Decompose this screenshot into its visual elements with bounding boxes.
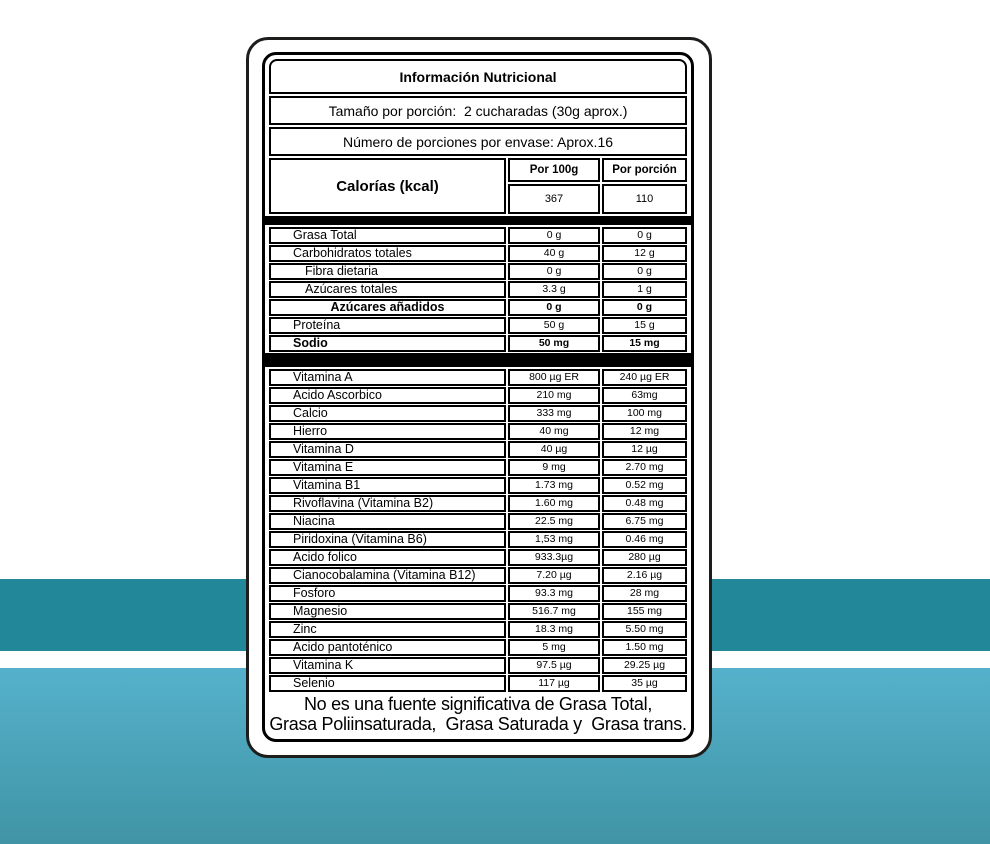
nutrient-name: Azúcares añadidos [269,299,506,316]
nutrient-value-per-portion: 28 mg [602,585,687,602]
nutrient-value-per-100g: 40 µg [508,441,600,458]
nutrient-value-per-100g: 0 g [508,227,600,244]
nutrient-name: Acido Ascorbico [269,387,506,404]
calories-label: Calorías (kcal) [269,158,506,214]
nutrient-row [269,603,687,619]
nutrient-value-per-portion: 1.50 mg [602,639,687,656]
nutrient-row [269,477,687,493]
vitamin-mineral-rows [269,369,687,691]
nutrient-value-per-portion: 1 g [602,281,687,298]
nutrient-name: Fibra dietaria [269,263,506,280]
serving-size-row: Tamaño por porción: 2 cucharadas (30g aprox.) [269,96,687,125]
nutrient-value-per-portion: 2.16 µg [602,567,687,584]
label-title: Información Nutricional [269,59,687,94]
nutrient-name: Hierro [269,423,506,440]
nutrient-value-per-portion: 0.48 mg [602,495,687,512]
macronutrient-rows [269,227,687,351]
section-divider-bar [265,353,691,367]
nutrient-value-per-100g: 210 mg [508,387,600,404]
nutrient-value-per-100g: 933.3µg [508,549,600,566]
footnote-line2: Grasa Poliinsaturada, Grasa Saturada y Grasa trans. [269,714,687,734]
nutrient-row [269,387,687,403]
column-header-per-portion: Por porción [602,158,687,182]
nutrient-name: Proteína [269,317,506,334]
nutrient-value-per-100g: 333 mg [508,405,600,422]
footnote [269,693,687,735]
nutrient-row [269,531,687,547]
per-portion-column [602,158,687,214]
nutrient-value-per-100g: 22.5 mg [508,513,600,530]
nutrient-value-per-portion: 29.25 µg [602,657,687,674]
nutrient-value-per-portion: 0 g [602,299,687,316]
nutrient-row [269,335,687,351]
nutrient-row [269,459,687,475]
nutrient-row [269,369,687,385]
nutrient-value-per-portion: 35 µg [602,675,687,692]
calories-section [269,158,687,214]
nutrient-value-per-100g: 5 mg [508,639,600,656]
nutrient-row [269,245,687,261]
nutrient-row [269,405,687,421]
per-100g-column [508,158,600,214]
nutrient-value-per-100g: 1.73 mg [508,477,600,494]
nutrient-row [269,423,687,439]
nutrient-value-per-portion: 0 g [602,227,687,244]
nutrient-value-per-portion: 280 µg [602,549,687,566]
nutrient-value-per-100g: 516.7 mg [508,603,600,620]
nutrient-name: Azúcares totales [269,281,506,298]
nutrient-value-per-100g: 40 mg [508,423,600,440]
calories-per-100g: 367 [508,184,600,214]
column-header-per-100g: Por 100g [508,158,600,182]
nutrient-name: Acido folico [269,549,506,566]
nutrient-row [269,317,687,333]
nutrient-row [269,299,687,315]
nutrient-row [269,585,687,601]
nutrient-name: Grasa Total [269,227,506,244]
nutrient-value-per-100g: 0 g [508,263,600,280]
nutrient-value-per-100g: 40 g [508,245,600,262]
nutrient-value-per-100g: 3.3 g [508,281,600,298]
nutrient-value-per-100g: 18.3 mg [508,621,600,638]
nutrient-value-per-portion: 15 mg [602,335,687,352]
nutrient-value-per-portion: 12 mg [602,423,687,440]
nutrient-row [269,227,687,243]
calories-per-portion: 110 [602,184,687,214]
nutrient-value-per-portion: 12 g [602,245,687,262]
nutrient-value-per-100g: 117 µg [508,675,600,692]
nutrient-value-per-100g: 1.60 mg [508,495,600,512]
nutrient-value-per-portion: 240 µg ER [602,369,687,386]
nutrient-value-per-portion: 0 g [602,263,687,280]
nutrient-value-per-portion: 5.50 mg [602,621,687,638]
nutrient-value-per-100g: 50 mg [508,335,600,352]
nutrient-value-per-portion: 12 µg [602,441,687,458]
nutrient-name: Vitamina A [269,369,506,386]
nutrient-name: Vitamina K [269,657,506,674]
nutrient-value-per-portion: 63mg [602,387,687,404]
nutrient-value-per-100g: 97.5 µg [508,657,600,674]
nutrient-name: Cianocobalamina (Vitamina B12) [269,567,506,584]
nutrient-name: Rivoflavina (Vitamina B2) [269,495,506,512]
nutrient-row [269,441,687,457]
nutrient-name: Piridoxina (Vitamina B6) [269,531,506,548]
nutrient-name: Vitamina B1 [269,477,506,494]
nutrient-row [269,495,687,511]
nutrient-row [269,639,687,655]
nutrient-name: Vitamina D [269,441,506,458]
nutrient-name: Acido pantoténico [269,639,506,656]
nutrient-value-per-portion: 0.46 mg [602,531,687,548]
nutrition-table [262,52,694,742]
nutrient-name: Calcio [269,405,506,422]
servings-per-container-row: Número de porciones por envase: Aprox.16 [269,127,687,156]
nutrient-row [269,263,687,279]
nutrient-name: Carbohidratos totales [269,245,506,262]
nutrient-name: Niacina [269,513,506,530]
nutrient-value-per-portion: 100 mg [602,405,687,422]
nutrient-value-per-100g: 50 g [508,317,600,334]
nutrient-value-per-portion: 15 g [602,317,687,334]
nutrient-name: Vitamina E [269,459,506,476]
footnote-line1: No es una fuente significativa de Grasa Total, [303,694,653,714]
nutrient-value-per-100g: 93.3 mg [508,585,600,602]
nutrient-name: Magnesio [269,603,506,620]
nutrient-name: Fosforo [269,585,506,602]
nutrient-row [269,675,687,691]
nutrient-name: Sodio [269,335,506,352]
nutrient-value-per-portion: 2.70 mg [602,459,687,476]
nutrient-row [269,621,687,637]
nutrient-row [269,549,687,565]
nutrient-value-per-portion: 6.75 mg [602,513,687,530]
nutrient-value-per-100g: 1,53 mg [508,531,600,548]
nutrient-row [269,657,687,673]
nutrient-value-per-100g: 9 mg [508,459,600,476]
nutrient-value-per-portion: 155 mg [602,603,687,620]
nutrient-value-per-100g: 7.20 µg [508,567,600,584]
nutrient-row [269,567,687,583]
nutrient-value-per-100g: 800 µg ER [508,369,600,386]
nutrient-row [269,281,687,297]
section-divider-bar [265,216,691,225]
nutrition-label-card [246,37,712,758]
nutrient-row [269,513,687,529]
nutrient-name: Zinc [269,621,506,638]
nutrient-value-per-100g: 0 g [508,299,600,316]
nutrient-name: Selenio [269,675,506,692]
nutrient-value-per-portion: 0.52 mg [602,477,687,494]
